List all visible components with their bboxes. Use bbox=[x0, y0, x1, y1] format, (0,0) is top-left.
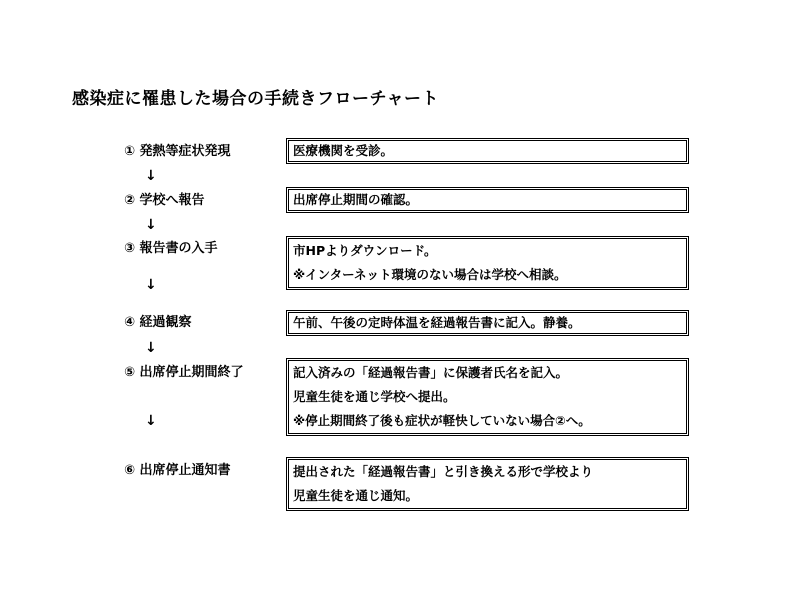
arrow-down-icon: ↓ bbox=[145, 340, 157, 356]
step-5-line-3: ※停止期間終了後も症状が軽快していない場合②へ。 bbox=[293, 413, 591, 428]
arrow-down-icon: ↓ bbox=[145, 413, 157, 429]
page-title: 感染症に罹患した場合の手続きフローチャート bbox=[72, 89, 439, 109]
step-1-box bbox=[286, 138, 689, 164]
step-6-line-2: 児童生徒を通じ通知。 bbox=[293, 488, 419, 503]
step-5-box bbox=[286, 358, 689, 436]
step-2-line-1: 出席停止期間の確認。 bbox=[293, 192, 419, 207]
step-5-line-1: 記入済みの「経過報告書」に保護者氏名を記入。 bbox=[293, 365, 569, 380]
arrow-down-icon: ↓ bbox=[145, 217, 157, 233]
step-3-label: ③ 報告書の入手 bbox=[124, 241, 218, 256]
step-4-line-1: 午前、午後の定時体温を経過報告書に記入。静養。 bbox=[293, 315, 581, 330]
step-1-line-1: 医療機関を受診。 bbox=[293, 143, 394, 158]
step-5-line-2: 児童生徒を通じ学校へ提出。 bbox=[293, 389, 456, 404]
step-6-box bbox=[286, 457, 689, 511]
step-6-label: ⑥ 出席停止通知書 bbox=[124, 463, 231, 478]
step-4-label: ④ 経過観察 bbox=[124, 315, 192, 330]
step-1-label: ① 発熱等症状発現 bbox=[124, 144, 231, 159]
step-5-label: ⑤ 出席停止期間終了 bbox=[124, 365, 244, 380]
step-3-line-2: ※インターネット環境のない場合は学校へ相談。 bbox=[293, 267, 567, 282]
arrow-down-icon: ↓ bbox=[145, 277, 157, 293]
step-2-box bbox=[286, 187, 689, 213]
step-3-line-1: 市HPよりダウンロード。 bbox=[293, 243, 437, 258]
step-2-label: ② 学校へ報告 bbox=[124, 193, 205, 208]
step-6-line-1: 提出された「経過報告書」と引き換える形で学校より bbox=[293, 464, 594, 479]
arrow-down-icon: ↓ bbox=[145, 168, 157, 184]
step-3-box bbox=[286, 236, 689, 290]
step-4-box bbox=[286, 310, 689, 336]
